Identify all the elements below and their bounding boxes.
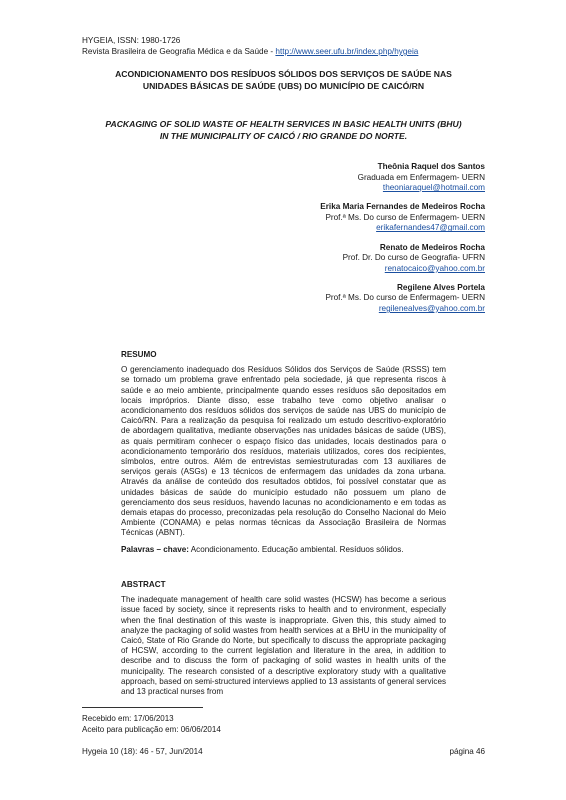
title-english: PACKAGING OF SOLID WASTE OF HEALTH SERVICES IN BASIC HEALTH UNITS (BHU) IN THE MUNICIPALITY OF CAICÓ / RIO GRANDE DO NORTE. xyxy=(105,119,462,141)
author-role: Prof. Dr. Do curso de Geografia- UFRN xyxy=(342,253,485,263)
title-portuguese: ACONDICIONAMENTO DOS RESÍDUOS SÓLIDOS DOS SERVIÇOS DE SAÚDE NAS UNIDADES BÁSICAS DE SAÚDE (UBS) DO MUNICÍPIO DE CAICÓ/RN xyxy=(115,69,452,91)
page-number: página 46 xyxy=(449,747,485,756)
resumo-body: O gerenciamento inadequado dos Resíduos Sólidos dos Serviços de Saúde (RSSS) tem se tornado um problema grave enfrentado pela sociedade, já que representa riscos à saúde e ao meio ambiente, principalmente quando esses resíduos são depositados em locais impróprios. Diante disso, esse trabalho teve como objetivo analisar o acondicionamento dos resíduos sólidos dos serviços de saúde nas UBS do município de Caicó/RN. Para a realização da pesquisa foi realizado um estudo descritivo-exploratório de abordagem qualitativa, mediante observações nas unidades básicas de saúde (UBS), as quais permitiram conhecer o espaço físico das unidades, locais destinados para o acondicionamento temporário dos resíduos, materiais utilizados, cores dos recipientes, símbolos, entre outros. Além de entrevistas semiestruturadas com 13 auxiliares de serviços gerais (ASGs) e 13 técnicos de enfermagem das unidades da zona urbana. Através da análise de conteúdo dos resultados obtidos, foi possível constatar que as unidades básicas de saúde do município estudado não possuem um plano de gerenciamento dos seus resíduos, havendo lacunas no acondicionamento e em todas as demais etapas do processo, preconizadas pela resolução do Conselho Nacional do Meio Ambiente (CONAMA) e pelas normas técnicas da Associação Brasileira de Normas Técnicas (ABNT). xyxy=(121,365,446,538)
citation: Hygeia 10 (18): 46 - 57, Jun/2014 xyxy=(82,747,203,756)
author-entry xyxy=(320,162,485,194)
author-name: Theônia Raquel dos Santos xyxy=(377,162,485,171)
author-name: Renato de Medeiros Rocha xyxy=(379,242,485,252)
journal-issn: HYGEIA, ISSN: 1980-1726 xyxy=(82,36,181,45)
journal-header xyxy=(82,35,418,57)
author-email[interactable]: regilenealves@yahoo.com.br xyxy=(378,304,485,314)
author-email[interactable]: theoniaraquel@hotmail.com xyxy=(382,183,485,193)
resumo-section xyxy=(121,350,446,555)
author-name: Erika Maria Fernandes de Medeiros Rocha xyxy=(320,202,485,212)
page-footer xyxy=(82,747,485,756)
keywords xyxy=(121,545,446,555)
author-email[interactable]: erikafernandes47@gmail.com xyxy=(376,223,485,233)
journal-link[interactable]: http://www.seer.ufu.br/index.php/hygeia xyxy=(275,47,419,56)
author-email[interactable]: renatocaico@yahoo.com.br xyxy=(384,263,485,273)
keywords-label: Palavras – chave: xyxy=(121,544,189,554)
footnotes xyxy=(82,713,221,735)
authors-block xyxy=(320,162,485,323)
journal-subtitle: Revista Brasileira de Geografia Médica e da Saúde - http://www.seer.ufu.br/index.php/hygeia xyxy=(82,47,419,56)
author-role: Prof.ª Ms. Do curso de Enfermagem- UERN xyxy=(325,212,485,222)
abstract-section xyxy=(121,580,446,697)
author-entry xyxy=(320,243,485,275)
abstract-body: The inadequate management of health care solid wastes (HCSW) has become a serious issue faced by society, since it represents risks to health and to environment, especially when the final destination of this waste is inappropriate. Given this, this study aimed to analyze the packaging of solid wastes from health services at a BHU in the municipality of Caicó, State of Rio Grande do Norte, but specifically to discuss the appropriate packaging of HCSW, according to the current legislation and literature in the area, in addition to describe and to discuss the form of packaging of solid wastes in health units of the municipality. The research consisted of a descriptive exploratory study with a qualitative approach, based on semi-structured interviews applied to 13 assistants of general services and 13 practical nurses from xyxy=(121,595,446,697)
footnote-divider xyxy=(82,707,203,708)
author-entry xyxy=(320,202,485,234)
received-date: Recebido em: 17/06/2013 xyxy=(82,714,174,723)
keywords-list: Acondicionamento. Educação ambiental. Resíduos sólidos. xyxy=(188,544,404,554)
abstract-heading: ABSTRACT xyxy=(121,580,166,589)
author-role: Prof.ª Ms. Do curso de Enfermagem- UERN xyxy=(325,293,485,303)
author-name: Regilene Alves Portela xyxy=(397,282,485,292)
author-role: Graduada em Enfermagem- UERN xyxy=(357,172,485,182)
author-entry xyxy=(320,283,485,315)
resumo-heading: RESUMO xyxy=(121,350,157,359)
accepted-date: Aceito para publicação em: 06/06/2014 xyxy=(82,725,221,734)
